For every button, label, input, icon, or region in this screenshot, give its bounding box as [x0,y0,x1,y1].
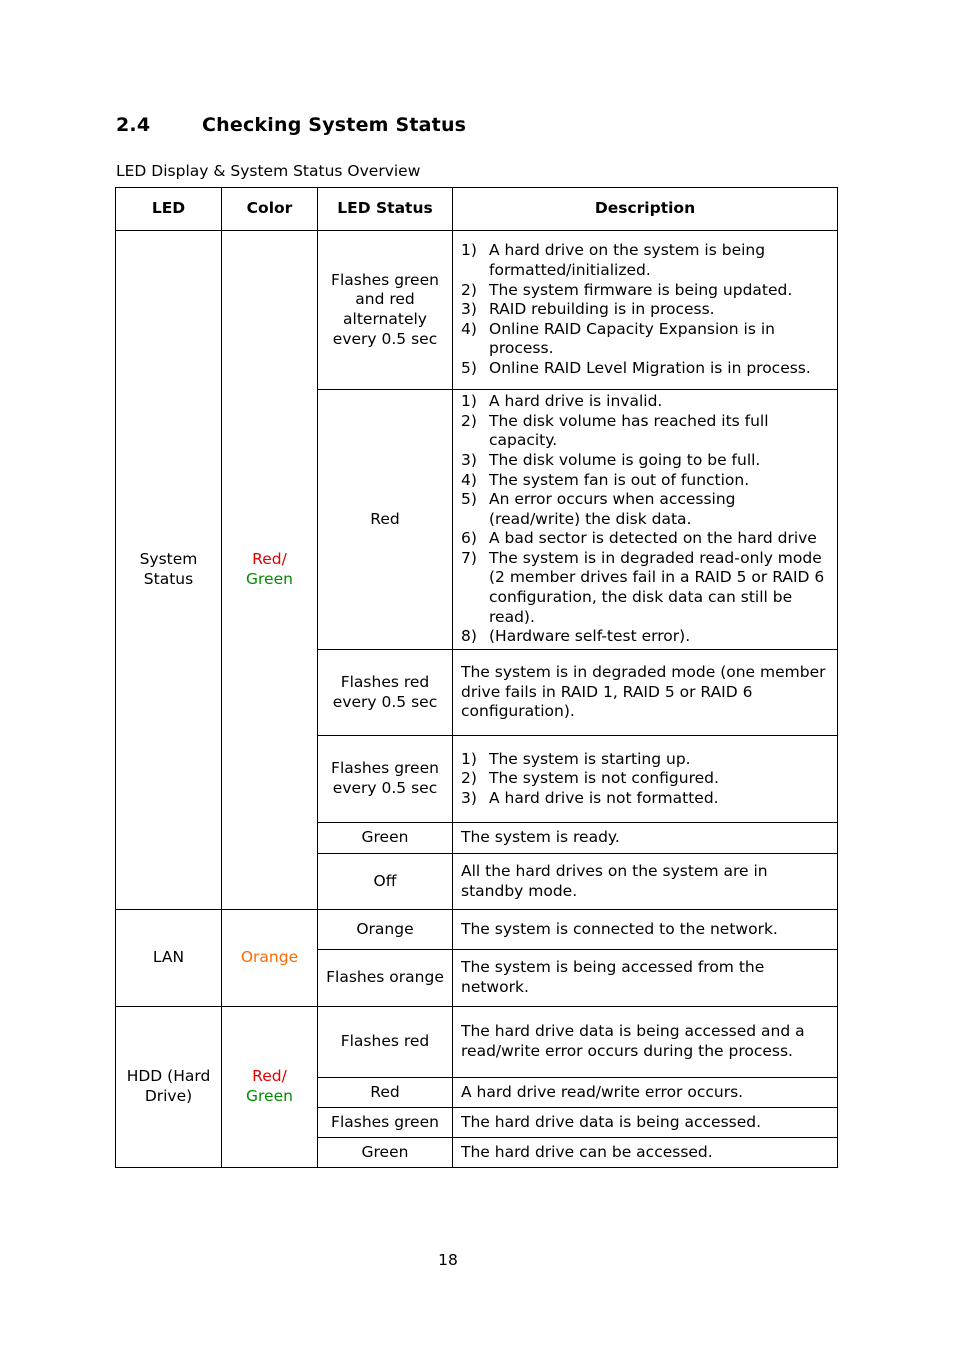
description-cell [453,736,838,823]
color-lan: Orange [222,910,318,1007]
table-caption: LED Display & System Status Overview [116,162,421,180]
list-item-text: The system is in degraded read-only mode (2 member drives fail in a RAID 5 or RAID 6 configuration, the disk data can still be read). [489,548,825,626]
section-heading [116,114,466,136]
table-row [116,910,838,950]
description-cell: The hard drive can be accessed. [453,1138,838,1168]
color-red-label: Red/ [252,550,287,569]
description-cell: The system is connected to the network. [453,910,838,950]
list-item [461,451,831,471]
list-item-text: (Hardware self-test error). [489,627,691,646]
led-hdd: HDD (Hard Drive) [116,1007,222,1168]
list-item-text: The system is not configured. [489,769,719,788]
list-item-text: The system firmware is being updated. [489,280,793,299]
list-item-number: 2) [461,411,477,430]
color-green-label: Green [246,570,293,588]
status-cell: Green [318,1138,453,1168]
list-item-number: 3) [461,300,477,319]
list-item-text: A hard drive is invalid. [489,392,663,411]
list-item [461,789,831,809]
list-item-text: The system fan is out of function. [489,470,750,489]
list-item [461,769,831,789]
status-cell: Flashes green and red alternately every 0.5 sec [318,231,453,390]
status-cell: Orange [318,910,453,950]
list-item-text: A bad sector is detected on the hard drive [489,529,817,548]
list-item [461,471,831,491]
list-item-number: 2) [461,769,477,788]
status-cell: Flashes red every 0.5 sec [318,650,453,736]
list-item [461,549,831,627]
color-system-status [222,231,318,910]
list-item-text: The system is starting up. [489,749,691,768]
color-red-label: Red/ [252,1067,287,1086]
list-item-text: A hard drive on the system is being formatted/initialized. [489,241,766,280]
list-item-text: RAID rebuilding is in process. [489,300,715,319]
list-item-number: 6) [461,529,477,548]
description-list [461,241,831,378]
list-item [461,392,831,412]
description-cell: The system is in degraded mode (one member drive fails in RAID 1, RAID 5 or RAID 6 configuration). [453,650,838,736]
list-item-number: 1) [461,241,477,260]
color-hdd [222,1007,318,1168]
description-cell: A hard drive read/write error occurs. [453,1078,838,1108]
section-number: 2.4 [116,114,151,136]
page-number: 18 [438,1251,458,1269]
description-cell: The hard drive data is being accessed. [453,1108,838,1138]
list-item-text: The disk volume is going to be full. [489,450,761,469]
list-item-text: An error occurs when accessing (read/write) the disk data. [489,490,736,528]
section-title: Checking System Status [202,114,467,136]
list-item-number: 5) [461,358,477,377]
description-cell: The system is being accessed from the network. [453,950,838,1007]
list-item [461,490,831,529]
list-item [461,529,831,549]
list-item-text: Online RAID Capacity Expansion is in process. [489,319,775,358]
status-cell: Flashes green every 0.5 sec [318,736,453,823]
status-cell: Flashes orange [318,950,453,1007]
list-item-number: 4) [461,470,477,489]
list-item-text: The disk volume has reached its full capacity. [489,411,769,450]
description-list [461,392,831,647]
list-item-number: 7) [461,548,477,567]
led-lan: LAN [116,910,222,1007]
list-item-number: 3) [461,450,477,469]
list-item [461,320,831,359]
header-led-status: LED Status [318,188,453,231]
led-status-table [115,187,838,1168]
led-system-status: System Status [116,231,222,910]
table-row [116,231,838,390]
status-cell: Flashes red [318,1007,453,1078]
description-cell: The hard drive data is being accessed and a read/write error occurs during the process. [453,1007,838,1078]
list-item-text: A hard drive is not formatted. [489,788,719,807]
list-item [461,241,831,280]
description-cell [453,390,838,650]
list-item-number: 5) [461,490,477,509]
list-item [461,412,831,451]
list-item-number: 3) [461,788,477,807]
status-cell: Off [318,854,453,910]
description-list [461,750,831,809]
status-cell: Green [318,823,453,854]
list-item-text: Online RAID Level Migration is in process. [489,358,811,377]
description-cell: All the hard drives on the system are in standby mode. [453,854,838,910]
header-led: LED [116,188,222,231]
description-cell [453,231,838,390]
header-description: Description [453,188,838,231]
list-item-number: 4) [461,319,477,338]
header-color: Color [222,188,318,231]
table-row [116,1007,838,1078]
description-cell: The system is ready. [453,823,838,854]
status-cell: Flashes green [318,1108,453,1138]
list-item [461,627,831,647]
list-item [461,750,831,770]
list-item [461,300,831,320]
list-item [461,281,831,301]
list-item-number: 2) [461,280,477,299]
list-item-number: 1) [461,392,477,411]
status-cell: Red [318,1078,453,1108]
list-item-number: 1) [461,749,477,768]
status-cell: Red [318,390,453,650]
color-green-label: Green [246,1087,293,1105]
list-item [461,359,831,379]
table-header-row [116,188,838,231]
list-item-number: 8) [461,627,477,646]
